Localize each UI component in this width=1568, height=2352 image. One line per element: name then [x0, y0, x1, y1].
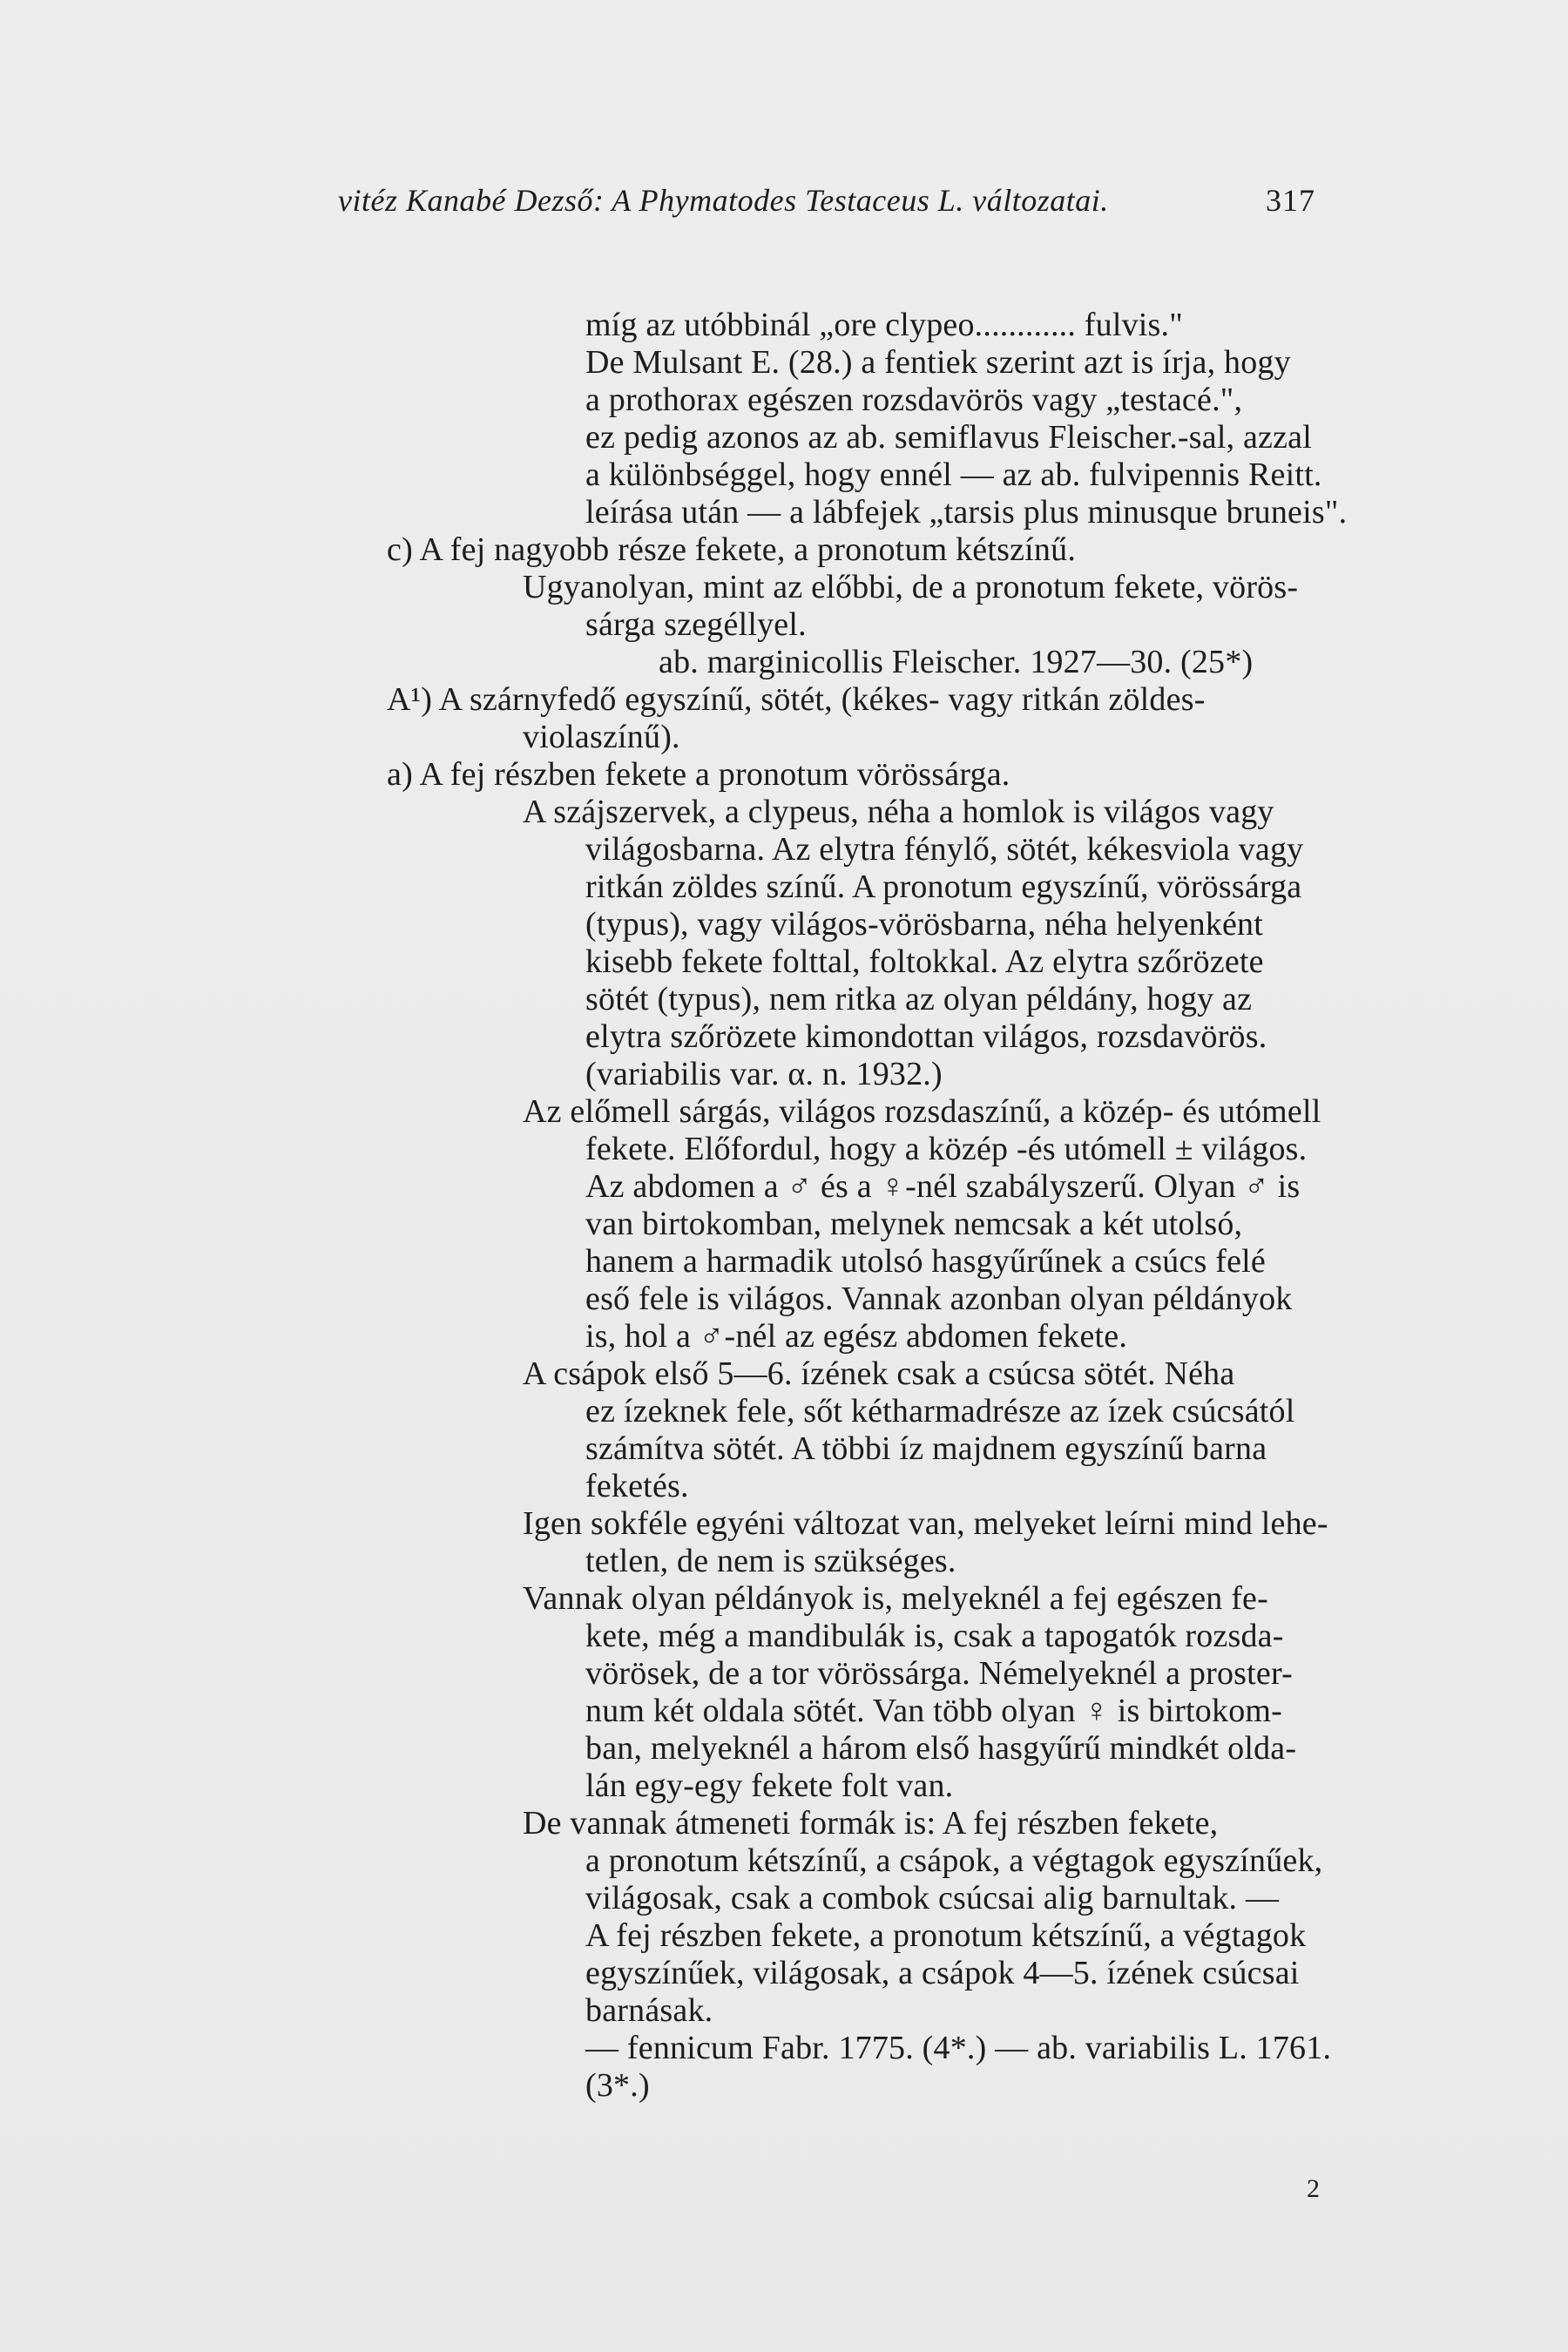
text-line: num két oldala sötét. Van több olyan ♀ is birtokom- — [585, 1693, 1283, 1729]
text-line: világosbarna. Az elytra fénylő, sötét, kékesviola vagy — [585, 831, 1304, 868]
text-line: eső fele is világos. Vannak azonban olyan példányok — [585, 1281, 1293, 1317]
text-line: tetlen, de nem is szükséges. — [585, 1543, 956, 1579]
text-line: Ugyanolyan, mint az előbbi, de a pronotum fekete, vörös- — [523, 569, 1299, 605]
text-line: Igen sokféle egyéni változat van, melyeket leírni mind lehe- — [523, 1505, 1328, 1542]
text-line: vörösek, de a tor vörössárga. Némelyeknél a proster- — [585, 1655, 1293, 1692]
running-header — [338, 174, 1315, 226]
text-line: lán egy-egy fekete folt van. — [585, 1767, 954, 1804]
signature-mark: 2 — [1307, 2174, 1320, 2203]
text-line: van birtokomban, melynek nemcsak a két utolsó, — [585, 1206, 1243, 1242]
text-line: ritkán zöldes színű. A pronotum egyszínű, vörössárga — [585, 868, 1302, 905]
text-line: a különbséggel, hogy ennél — az ab. fulvipennis Reitt. — [585, 456, 1322, 493]
running-title: vitéz Kanabé Dezső: A Phymatodes Testaceus L. változatai. — [338, 183, 1109, 218]
text-line: fekete. Előfordul, hogy a közép -és utómell ± világos. — [585, 1131, 1308, 1167]
text-line: leírása után — a lábfejek „tarsis plus minusque bruneis". — [585, 494, 1348, 531]
text-line: sárga szegéllyel. — [585, 606, 807, 643]
text-line: (variabilis var. α. n. 1932.) — [585, 1056, 943, 1092]
text-line: a) A fej részben fekete a pronotum vörössárga. — [387, 756, 1010, 793]
text-line: ez pedig azonos az ab. semiflavus Fleischer.-sal, azzal — [585, 419, 1312, 456]
text-line: A csápok első 5—6. ízének csak a csúcsa sötét. Néha — [523, 1355, 1235, 1392]
text-line: kete, még a mandibulák is, csak a tapogatók rozsda- — [585, 1618, 1284, 1654]
text-line: számítva sötét. A többi íz majdnem egyszínű barna — [585, 1430, 1267, 1467]
text-line: A¹) A szárnyfedő egyszínű, sötét, (kékes- vagy ritkán zöldes- — [387, 681, 1206, 718]
text-line: Az előmell sárgás, világos rozsdaszínű, a közép- és utómell — [523, 1093, 1321, 1130]
text-line: a pronotum kétszínű, a csápok, a végtagok egyszínűek, — [585, 1842, 1323, 1879]
text-line: ab. marginicollis Fleischer. 1927—30. (25*) — [659, 644, 1254, 680]
text-line: kisebb fekete folttal, foltokkal. Az elytra szőrözete — [585, 943, 1264, 980]
text-line: míg az utóbbinál „ore clypeo............ fulvis." — [585, 307, 1183, 343]
text-line: elytra szőrözete kimondottan világos, rozsdavörös. — [585, 1018, 1267, 1055]
text-line: világosak, csak a combok csúcsai alig barnultak. — — [585, 1880, 1280, 1916]
body-text — [324, 307, 1430, 2105]
text-line: ez ízeknek fele, sőt kétharmadrésze az ízek csúcsától — [585, 1393, 1295, 1429]
text-line: ban, melyeknél a három első hasgyűrű mindkét olda- — [585, 1730, 1297, 1767]
text-line: Vannak olyan példányok is, melyeknél a fej egészen fe- — [523, 1580, 1268, 1617]
text-line: violaszínű). — [523, 719, 680, 755]
text-line: sötét (typus), nem ritka az olyan példány, hogy az — [585, 981, 1253, 1017]
text-line: De vannak átmeneti formák is: A fej részben fekete, — [523, 1805, 1219, 1842]
text-line: is, hol a ♂-nél az egész abdomen fekete. — [585, 1318, 1128, 1355]
text-line: De Mulsant E. (28.) a fentiek szerint azt is írja, hogy — [585, 344, 1291, 381]
text-line: barnásak. — [585, 1992, 713, 2029]
text-line: a prothorax egészen rozsdavörös vagy „testacé.", — [585, 382, 1243, 418]
text-line: — fennicum Fabr. 1775. (4*.) — ab. variabilis L. 1761. — [585, 2030, 1332, 2066]
text-line: feketés. — [585, 1468, 689, 1504]
text-line: egyszínűek, világosak, a csápok 4—5. ízének csúcsai — [585, 1955, 1300, 1991]
text-line: (typus), vagy világos-vörösbarna, néha helyenként — [585, 906, 1264, 943]
text-line: c) A fej nagyobb része fekete, a pronotum kétszínű. — [387, 531, 1077, 568]
text-line: Az abdomen a ♂ és a ♀-nél szabályszerű. Olyan ♂ is — [585, 1168, 1301, 1205]
text-line: hanem a harmadik utolsó hasgyűrűnek a csúcs felé — [585, 1243, 1266, 1280]
page-number: 317 — [1266, 183, 1315, 218]
text-line: A fej részben fekete, a pronotum kétszínű, a végtagok — [585, 1917, 1307, 1954]
text-line: A szájszervek, a clypeus, néha a homlok is világos vagy — [523, 794, 1274, 830]
text-line: (3*.) — [585, 2067, 650, 2104]
